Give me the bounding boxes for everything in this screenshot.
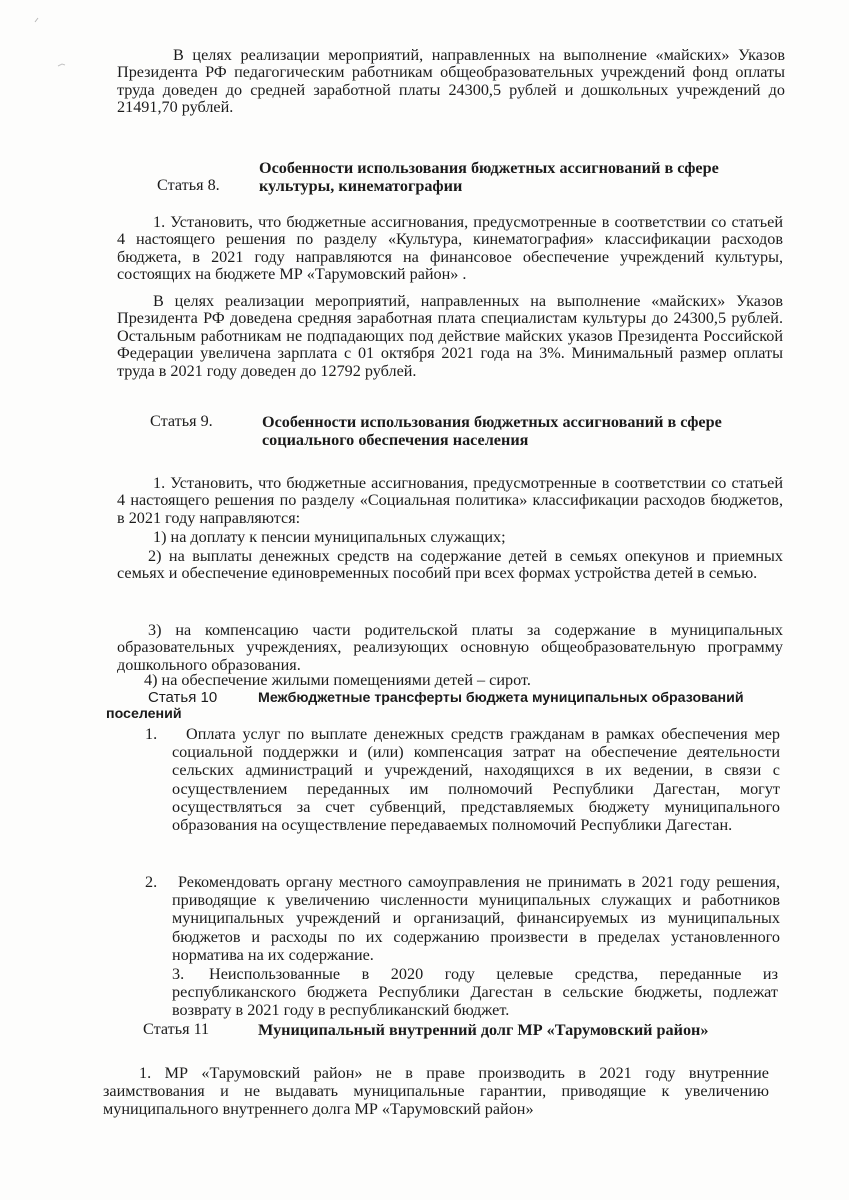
scan-mark bbox=[30, 8, 90, 78]
article-10-item-3-number: 3. bbox=[172, 965, 185, 983]
article-10-item-2: Рекомендовать органу местного самоуправления не принимать в 2021 году решения, приводящие к увеличению численности муниципальных служащих и работников муниципальных учреждений и организаций, финансируемых из муниципальных бюджетов и расходы по их содержанию произвести в пределах установленного норматива на их содержание. bbox=[172, 873, 780, 964]
article-9-item-4: 4) на обеспечение жилыми помещениями детей – сирот. bbox=[144, 671, 531, 689]
article-10-label: Статья 10 bbox=[148, 689, 218, 706]
article-8-paragraph-1: 1. Установить, что бюджетные ассигнования, предусмотренные в соответствии со статьей 4 настоящего решения по разделу «Культура, кинематография» классификации расходов бюджета, в 2021 году направляются на финансовое обеспечение учреждений культуры, состоящих на бюджете МР «Тарумовский район» . bbox=[117, 213, 783, 284]
article-8-label: Статья 8. bbox=[157, 176, 220, 194]
article-10-item-2-number: 2. bbox=[145, 873, 158, 891]
article-10-title-line-1: Межбюджетные трансферты бюджета муниципальных образований bbox=[258, 690, 744, 706]
article-9-paragraph-1: 1. Установить, что бюджетные ассигнования, предусмотренные в соответствии со статьей 4 настоящего решения по разделу «Социальная политика» классификации расходов бюджетов, в 2021 году направляются: bbox=[117, 474, 783, 527]
article-9-item-3: 3) на компенсацию части родительской платы за содержание в муниципальных образовательных учреждениях, реализующих основную общеобразовательную программу дошкольного образования. bbox=[117, 621, 783, 674]
article-10-title-line-2: поселений bbox=[106, 706, 182, 722]
article-10-item-3: Неиспользованные в 2020 году целевые средства, переданные из республиканского бюджета Республики Дагестан в сельские бюджеты, подлежат возврату в 2021 году в республиканский бюджет. bbox=[172, 965, 778, 1020]
article-9-item-2: 2) на выплаты денежных средств на содержание детей в семьях опекунов и приемных семьях и обеспечение единовременных пособий при всех формах устройства детей в семью. bbox=[117, 547, 783, 583]
article-8-paragraph-2: В целях реализации мероприятий, направленных на выполнение «майских» Указов Президента РФ доведена средняя заработная плата специалистам культуры до 24300,5 рублей. Остальным работникам не подпадающих под действие майских указов Президента Российской Федерации увеличена зарплата с 01 октября 2021 года на 3%. Минимальный размер оплаты труда в 2021 году доведен до 12792 рублей. bbox=[117, 292, 783, 380]
article-9-title-line-1: Особенности использования бюджетных ассигнований в сфере bbox=[262, 413, 722, 431]
article-8-title-line-2: культуры, кинематографии bbox=[259, 176, 463, 195]
intro-paragraph: В целях реализации мероприятий, направленных на выполнение «майских» Указов Президента РФ педагогическим работникам общеобразовательных учреждений фонд оплаты труда доведен до средней заработной платы 24300,5 рублей и дошкольных учреждений до 21491,70 рублей. bbox=[117, 46, 785, 117]
article-11-title: Муниципальный внутренний долг МР «Тарумовский район» bbox=[258, 1021, 709, 1039]
article-9-item-1: 1) на доплату к пенсии муниципальных служащих; bbox=[153, 528, 506, 546]
article-11-label: Статья 11 bbox=[143, 1020, 210, 1038]
article-10-title bbox=[106, 690, 786, 722]
article-9-title-line-2: социального обеспечения населения bbox=[262, 430, 529, 449]
article-10-item-1-number: 1. bbox=[145, 725, 158, 743]
article-8-title bbox=[259, 160, 779, 195]
article-8-title-line-1: Особенности использования бюджетных ассигнований в сфере bbox=[259, 159, 719, 177]
article-9-title bbox=[262, 414, 782, 449]
article-9-label: Статья 9. bbox=[150, 412, 213, 430]
article-11-paragraph-1: 1. МР «Тарумовский район» не в праве производить в 2021 году внутренние заимствования и не выдавать муниципальные гарантии, приводящие к увеличению муниципального внутреннего долга МР «Тарумовский район» bbox=[103, 1064, 769, 1119]
article-10-item-1: Оплата услуг по выплате денежных средств гражданам в рамках обеспечения мер социальной поддержки и (или) компенсация затрат на обеспечение деятельности сельских администраций и учреждений, находящихся в их ведении, в связи с осуществлением переданных им полномочий Республики Дагестан, могут осуществляться за счет субвенций, представляемых бюджету муниципального образования на осуществление передаваемых полномочий Республики Дагестан. bbox=[172, 725, 780, 835]
